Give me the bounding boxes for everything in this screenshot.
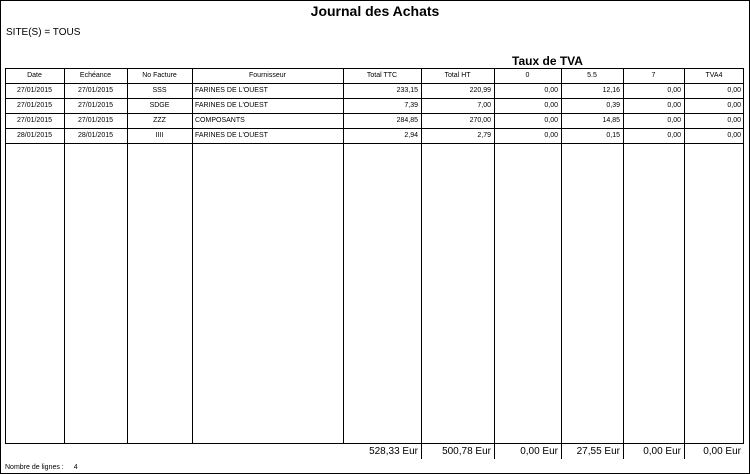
site-filter: SITE(S) = TOUS <box>6 27 81 38</box>
column-divider <box>64 68 65 444</box>
cell-tva4: 0,00 <box>727 117 741 124</box>
cell-tva4: 0,00 <box>727 132 741 139</box>
cell-tva-5-5: 0,39 <box>606 102 620 109</box>
cell-tva-5-5: 12,16 <box>602 87 620 94</box>
cell-fournisseur: FARINES DE L'OUEST <box>195 132 268 139</box>
report-title: Journal des Achats <box>310 3 440 19</box>
line-count <box>5 464 78 471</box>
cell-tva-5-5: 0,15 <box>606 132 620 139</box>
column-header-tva4: TVA4 <box>705 72 723 79</box>
cell-fournisseur: FARINES DE L'OUEST <box>195 102 268 109</box>
cell-date: 27/01/2015 <box>16 87 53 94</box>
column-header-tva-0: 0 <box>525 72 530 79</box>
cell-tva-7: 0,00 <box>667 102 681 109</box>
column-divider <box>343 68 344 444</box>
cell-tva4: 0,00 <box>727 87 741 94</box>
total-total-ttc: 528,33 Eur <box>369 446 418 457</box>
column-header-tva-7: 7 <box>651 72 656 79</box>
cell-fournisseur: FARINES DE L'OUEST <box>195 87 268 94</box>
cell-total-ttc: 233,15 <box>396 87 418 94</box>
cell-total-ttc: 2,94 <box>404 132 418 139</box>
tva-group-label: Taux de TVA <box>512 54 583 68</box>
cell-no-facture: SDGE <box>149 102 170 109</box>
column-header-no-facture: No Facture <box>142 72 177 79</box>
cell-tva4: 0,00 <box>727 102 741 109</box>
total-tva-5-5: 27,55 Eur <box>576 446 620 457</box>
cell-echeance: 27/01/2015 <box>77 117 114 124</box>
cell-echeance: 27/01/2015 <box>77 87 114 94</box>
column-divider <box>561 68 562 444</box>
cell-tva-5-5: 14,85 <box>602 117 620 124</box>
cell-total-ht: 2,79 <box>477 132 491 139</box>
row-divider <box>5 143 744 144</box>
cell-tva-7: 0,00 <box>667 117 681 124</box>
column-header-echeance: Echéance <box>79 72 112 79</box>
column-header-fournisseur: Fournisseur <box>249 72 286 79</box>
column-divider <box>127 68 128 444</box>
cell-date: 28/01/2015 <box>16 132 53 139</box>
cell-tva-0: 0,00 <box>544 87 558 94</box>
cell-no-facture: SSS <box>152 87 167 94</box>
cell-no-facture: IIII <box>155 132 164 139</box>
column-header-total-ttc: Total TTC <box>366 72 398 79</box>
cell-tva-7: 0,00 <box>667 87 681 94</box>
column-divider <box>494 68 495 444</box>
cell-echeance: 28/01/2015 <box>77 132 114 139</box>
cell-total-ht: 270,00 <box>469 117 491 124</box>
cell-total-ht: 7,00 <box>477 102 491 109</box>
total-tva-7: 0,00 Eur <box>643 446 681 457</box>
cell-total-ttc: 7,39 <box>404 102 418 109</box>
cell-tva-0: 0,00 <box>544 132 558 139</box>
cell-tva-0: 0,00 <box>544 117 558 124</box>
cell-tva-0: 0,00 <box>544 102 558 109</box>
column-divider <box>623 68 624 444</box>
column-header-tva-5-5: 5.5 <box>587 72 597 79</box>
total-total-ht: 500,78 Eur <box>442 446 491 457</box>
column-divider <box>421 68 422 444</box>
column-divider <box>684 68 685 444</box>
cell-fournisseur: COMPOSANTS <box>195 117 245 124</box>
total-tva4: 0,00 Eur <box>703 446 741 457</box>
line-count-label: Nombre de lignes : <box>5 464 64 471</box>
cell-date: 27/01/2015 <box>16 117 53 124</box>
cell-total-ht: 220,99 <box>469 87 491 94</box>
line-count-value: 4 <box>73 464 78 471</box>
column-divider <box>192 68 193 444</box>
column-header-date: Date <box>27 72 42 79</box>
cell-tva-7: 0,00 <box>667 132 681 139</box>
column-header-total-ht: Total HT <box>444 72 471 79</box>
total-tva-0: 0,00 Eur <box>520 446 558 457</box>
cell-total-ttc: 284,85 <box>396 117 418 124</box>
cell-no-facture: ZZZ <box>153 117 166 124</box>
cell-date: 27/01/2015 <box>16 102 53 109</box>
cell-echeance: 27/01/2015 <box>77 102 114 109</box>
